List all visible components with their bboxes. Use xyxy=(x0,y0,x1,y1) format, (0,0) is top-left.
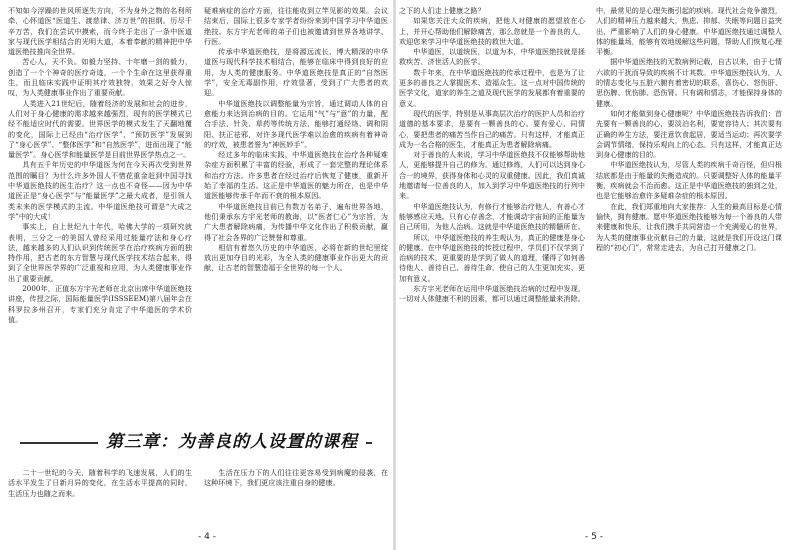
page-number: - 5 - xyxy=(585,532,603,542)
right-page xyxy=(399,6,783,544)
paragraph: 中，最常见的是心理失衡引起的疾病。现代社会竞争激烈，人们的精神压力越来越大，焦虑、抑郁、失眠等问题日益突出，严重影响了人们的身心健康。中华道医绝技通过调整人体的能量场，能够有效地缓解这些问题，帮助人们恢复心理平衡。 xyxy=(596,6,782,57)
paragraph: 中华道医绝技以调整能量为宗旨，通过调动人体的自愈能力来达到治病的目的。它运用“气”与“意”的力量，配合手法、针灸、草药等传统方法，能够打通经络、调和阴阳、扶正祛邪，对许多现代医学难以治愈的疾病有着神奇的疗效，被患者誉为“神医妙手”。 xyxy=(204,98,388,149)
paragraph: 相信有着悠久历史的中华道医，必将在新的世纪里绽放出更加夺目的光彩，为全人类的健康事业作出更大的贡献，让古老的智慧造福于全世界的每一个人。 xyxy=(204,242,388,273)
paragraph: 在此，我们郑重地向大家推荐：人生的最高目标是心情愉快，拥有健康。愿中华道医绝技能够为每一个善良的人带来健康和快乐，让我们携手共同营造一个充满爱心的世界，为人类的健康事业贡献自己的力量，这就是我们开设这门课程的“初心门”，常常走进去，为自己打开健康之门。 xyxy=(596,201,782,252)
paragraph: 现代的医学，特别是从事高层次治疗的医护人员和治疗道德的基本要求，是要有一颗善良的心。要有爱心、同情心，要把患者的痛苦当作自己的痛苦。只有这样，才能真正成为一名合格的医生，才能真正为患者解除病痛。 xyxy=(399,108,585,149)
right-page-column-1 xyxy=(399,6,585,534)
paragraph: 数千年来，在中华道医绝技的传承过程中，也是为了让更多的善良之人掌握医术、造福众生。这一点对中国传统的医学文化，道家的养生之道及现代医学的发展都有着重要的意义。 xyxy=(399,67,585,108)
paragraph: 传承中华道医绝技，是将源远流长、博大精深的中华道医与现代科学技术相结合，能够在临床中得到良好的应用，为人类的健康服务。中华道医绝技是真正的“自然医学”，安全无毒副作用，疗效显著，受到了广大患者的欢迎。 xyxy=(204,47,388,98)
paragraph: 中华道医绝技认为，有修行才能够治疗他人，有善心才能够感应天地。只有心存善念，才能调动宇宙间的正能量为自己所用，为他人治病。这就是中华道医绝技的精髓所在。 xyxy=(399,201,585,232)
left-page-column-2 xyxy=(204,6,388,484)
paragraph: 之下的人们走上健康之路？ xyxy=(399,6,485,15)
paragraph: 如果您关注大众的疾病，把他人对健康的愿望放在心上，并开心帮助他们解除痛苦，那么您就是一个善良的人，欢迎您来学习中华道医绝技的救世大道。 xyxy=(399,16,585,46)
paragraph: 据中华道医绝技的无数病例记载，自古以来，由于七情六欲的干扰而导致的疾病不计其数。中华道医绝技认为，人的情志变化与五脏六腑有着密切的联系，喜伤心、怒伤肝、思伤脾、忧伤肺、恐伤肾。只有调和情志，才能保持身体的健康。 xyxy=(596,57,782,108)
left-page-column-1 xyxy=(8,6,192,420)
paragraph: 所以，中华道医绝技的养生观认为，真正的健康是身心的健康。在中华道医绝技的传授过程中，学员们不仅学到了治病的技术，更重要的是学到了做人的道理，懂得了如何善待他人、善待自己、善待生命，使自己的人生更加充实、更加有意义。 xyxy=(399,232,585,283)
chapter-title: 第三章：为善良的人设置的课程 xyxy=(98,427,366,452)
paragraph: 中华道医绝技认为，尽管人类的疾病千奇百怪，但归根结底都是由于能量的失衡造成的。只要调整好人体的能量平衡，疾病就会不治而愈。这正是中华道医绝技的独到之处，也是它能够治愈许多疑难杂症的根本原因。 xyxy=(596,160,782,201)
paragraph: 2000年，正值东方宇光老师在北京出席中华道医绝技讲座，传授之际，国际能量医学(ISSSEEM)第八届年会在科罗拉多州召开，专家们充分肯定了中华道医的学术价值。 xyxy=(8,284,192,324)
paragraph: 人类进入21世纪后，随着经济的发展和社会的进步，人们对于身心健康的需求越来越强烈，现有的医学模式已经不能适应时代的需要。世界医学的模式发生了天翻地覆的变化，国际上已经由“治疗医学”、“预防医学”发展到了“身心医学”、“整体医学”和“自然医学”，进而出现了“能量医学”。身心医学和能量医学是目前世界医学热点之一。 xyxy=(8,98,192,160)
right-page-column-2 xyxy=(596,6,782,534)
left-page-bottom-column-2 xyxy=(204,468,388,526)
paragraph: 二十一世纪的今天，随着科学的飞速发展，人们的生活水平发生了日新月异的变化，在生活水平提高的同时，生活压力也随之而来。 xyxy=(8,468,192,498)
paragraph: 疑难病症的治疗方面，往往能收到立竿见影的效果。会议结束后，国际上很多专家学者纷纷来到中国学习中华道医绝技。东方宇光老师的弟子们也被邀请到世界各地讲学、行医。 xyxy=(204,6,388,46)
paragraph: 不知如今浮躁的世风所逐失方向，不为身外之物的名利所牵，心怀道医“医道生、渡慈律、济万世”的担纲。历尽千辛万苦，我们在尝试中摸索，而今终于走出了一条中医道家与现代医学相结合的光明大道，本着奉献的精神把中华道医绝技推向全世界。 xyxy=(8,6,192,57)
paragraph: 具有五千年历史的中华道医为何在今天再次受到世界范围的瞩目？为什么许多外国人不惜花重金赶到中国寻找中华道医绝技的医生治疗？这一点也不奇怪——因为中华道医正是“身心医学”与“能量医学”之最大成者，是引领人类未来的医学模式的主流。中华道医绝技可谓是“大成之学”中的大成！ xyxy=(8,160,192,221)
page-number: - 4 - xyxy=(198,532,216,542)
paragraph: 苦心人，天不负。如毅力坚持、十年磨一剑的毅力，创造了一个个神奇的医疗奇迹，一个个生命在这里获得重生，而且临床实践中证明其疗效独特，效果之好令人惊叹，为人类健康事业作出了重要贡献。 xyxy=(8,57,192,98)
chapter-heading xyxy=(20,424,372,462)
paragraph: 东方宇光老师在运用中华道医绝技治病的过程中发现，一切对人体健康不利的因素，都可以通过调整能量来消除。 xyxy=(399,284,585,304)
paragraph: 生活在压力下的人们往往更容易受到病魔的侵袭，在这种环境下，我们更应该注重自身的健康。 xyxy=(204,468,388,488)
paragraph: 如何才能做到身心健康呢？中华道医绝技告诉我们：首先要有一颗善良的心，要淡泊名利，要宽容待人；其次要有正确的养生方法，要注意饮食起居，要适当运动；再次要学会调节情绪，保持乐观向上的心态。只有这样，才能真正达到身心健康的目的。 xyxy=(596,108,782,160)
left-page-bottom-column-1 xyxy=(8,468,192,526)
paragraph: 中华道医，以道统医，以道为本，中华道医绝技就是拯救疾苦、济世活人的医学。 xyxy=(399,47,585,67)
left-page xyxy=(8,6,391,544)
book-gutter xyxy=(393,0,396,550)
paragraph: 中华道医绝技目前已有数万名弟子，遍布世界各地，他们秉承东方宇光老师的教诲，以“医者仁心”为宗旨，为广大患者解除病痛，为传播中华文化作出了积极贡献，赢得了社会各界的广泛赞誉和尊重。 xyxy=(204,201,388,242)
paragraph: 事实上，自上世纪九十年代，哈佛大学的一项研究就表明，三分之一的美国人曾经采用过能量疗法和身心疗法，越来越多的人们认识到传统医学在治疗疾病方面的独特作用，把古老的东方智慧与现代医学技术结合起来，得到了全世界医学界的广泛重视和应用，为人类健康事业作出了重要贡献。 xyxy=(8,222,192,283)
paragraph: 对于善良的人来说，学习中华道医绝技不仅能够帮助他人，更能够提升自己的修为。通过修炼，人们可以达到身心合一的境界，获得身体和心灵的双重健康。因此，我们真诚地邀请每一位善良的人，加入到学习中华道医绝技的行列中来。 xyxy=(399,150,585,201)
paragraph: 经过多年的临床实践，中华道医绝技在治疗各种疑难杂症方面积累了丰富的经验，形成了一套完整的理论体系和治疗方法。许多患者在经过治疗后恢复了健康，重新开始了幸福的生活。这正是中华道医的魅力所在，也是中华道医能够传承千年而不衰的根本原因。 xyxy=(204,150,388,201)
